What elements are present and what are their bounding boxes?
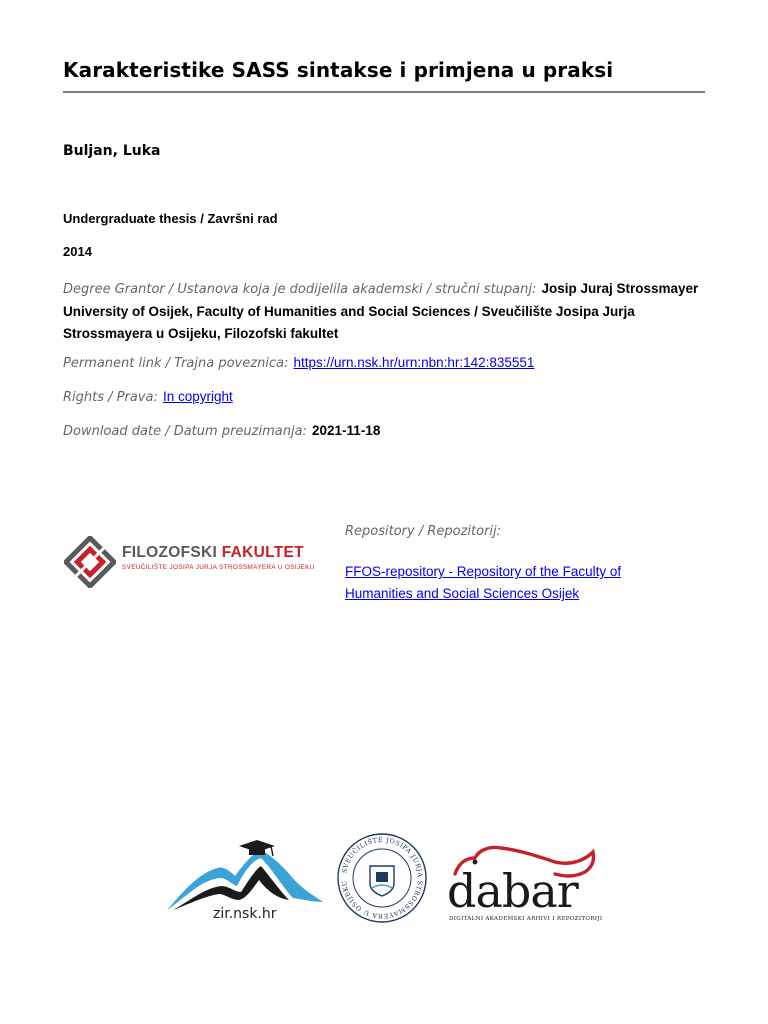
university-seal — [336, 828, 428, 928]
download-date-row — [63, 420, 380, 439]
download-date-label: Download date / Datum preuzimanja: — [63, 424, 307, 439]
ffos-emblem-icon — [64, 536, 116, 588]
graduation-cap-icon — [239, 840, 275, 856]
repository-label: Repository / Repozitorij: — [345, 524, 502, 539]
ffos-name-part2: FAKULTET — [221, 544, 304, 561]
dabar-wordmark: dabar — [447, 864, 578, 918]
thesis-type: Undergraduate thesis / Završni rad — [63, 211, 278, 226]
thesis-year: 2014 — [63, 244, 92, 259]
author-name: Buljan, Luka — [63, 143, 161, 159]
download-date-value: 2021-11-18 — [312, 423, 381, 438]
dabar-subtitle: DIGITALNI AKADEMSKI ARHIVI I REPOZITORIJI — [449, 916, 603, 922]
zir-logo — [165, 840, 325, 930]
repository-link-wrap — [345, 560, 645, 604]
zir-mountain-icon — [165, 840, 325, 910]
dabar-logo — [445, 840, 610, 930]
seal-ring-textpath: SVEUČILIŠTE JOSIPA JURJA STROSSMAYERA U OSIJEKU — [339, 835, 425, 921]
repository-link[interactable]: FFOS-repository - Repository of the Faculty of Humanities and Social Sciences Osijek — [345, 564, 622, 601]
ffos-name-part1: FILOZOFSKI — [122, 544, 218, 561]
ffos-subtitle: SVEUČILIŠTE JOSIPA JURJA STROSSMAYERA U OSIJEKU — [122, 564, 315, 571]
permanent-link-label: Permanent link / Trajna poveznica: — [63, 356, 289, 371]
rights-row — [63, 386, 233, 405]
degree-grantor-value: Josip Juraj Strossmayer University of Osijek, Faculty of Humanities and Social Sciences / Sveučilište Josipa Jurja Strossmayera u Osijeku, Filozofski fakultet — [63, 281, 699, 341]
ffos-logo — [64, 536, 324, 588]
rights-link[interactable]: In copyright — [162, 389, 233, 404]
permanent-link-row — [63, 352, 534, 371]
ffos-name — [122, 544, 304, 562]
zir-text: zir.nsk.hr — [213, 906, 277, 922]
degree-grantor-label: Degree Grantor / Ustanova koja je dodijelila akademski / stručni stupanj: — [63, 282, 537, 297]
degree-grantor — [63, 277, 713, 344]
document-title: Karakteristike SASS sintakse i primjena u praksi — [63, 58, 614, 82]
university-seal-icon — [336, 828, 428, 928]
title-divider — [63, 91, 705, 93]
seal-shield-icon — [370, 866, 394, 896]
permanent-link[interactable]: https://urn.nsk.hr/urn:nbn:hr:142:835551 — [293, 355, 535, 370]
rights-label: Rights / Prava: — [63, 390, 158, 405]
